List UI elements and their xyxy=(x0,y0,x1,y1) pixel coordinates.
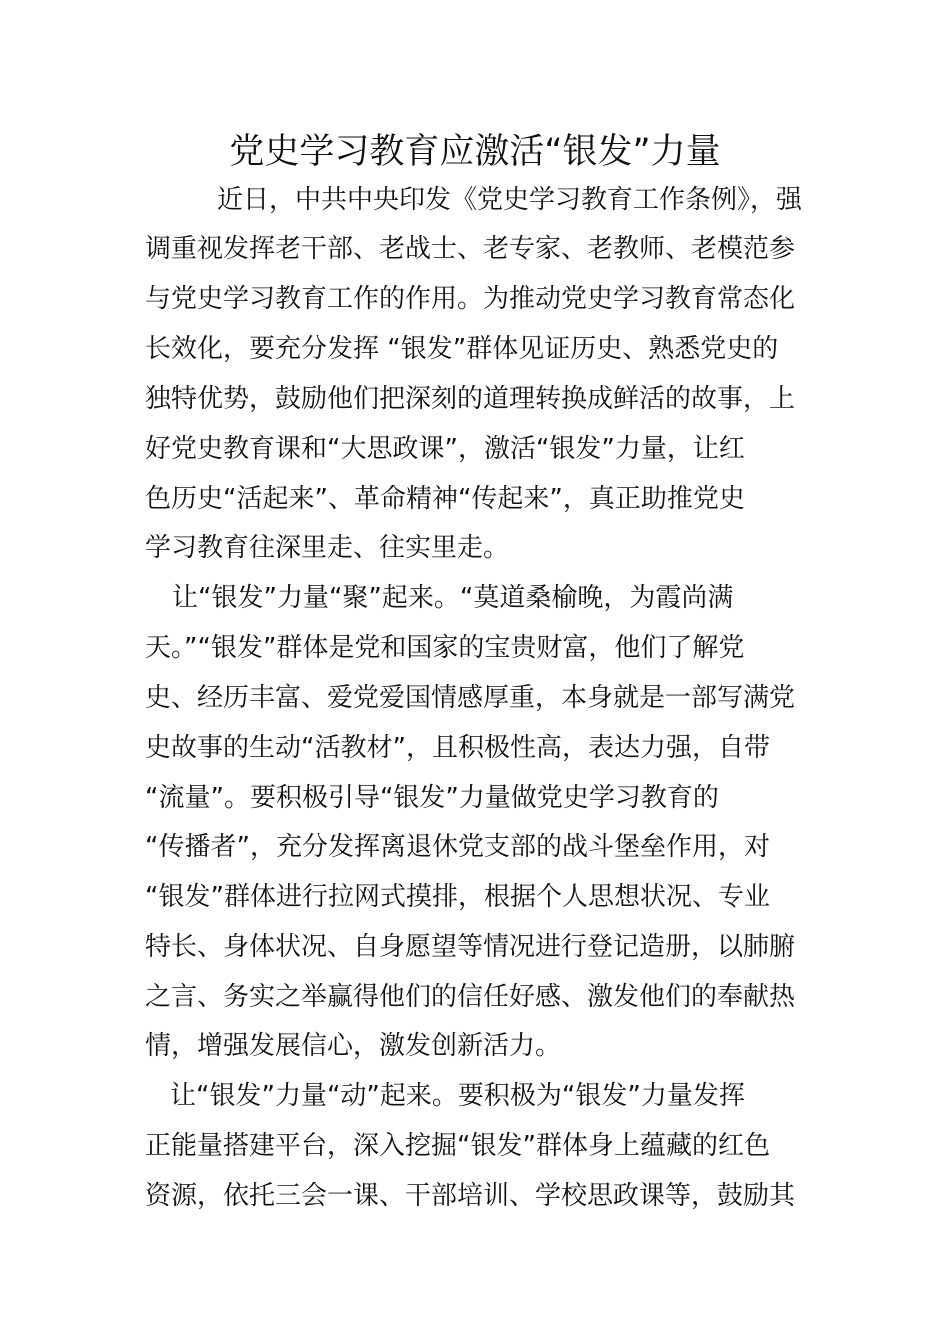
paragraph-line: 之言、务实之举赢得他们的信任好感、激发他们的奉献热 xyxy=(145,982,796,1012)
paragraph-line: 色历史“活起来”、革命精神“传起来”，真正助推党史 xyxy=(145,484,745,514)
paragraph-line: 调重视发挥老干部、老战士、老专家、老教师、老模范参 xyxy=(145,234,796,264)
paragraph-line: 长效化，要充分发挥 “银发”群体见证历史、熟悉党史的 xyxy=(145,334,779,364)
paragraph-line: “流量”。要积极引导“银发”力量做党史学习教育的 xyxy=(145,783,719,813)
paragraph-line: 与党史学习教育工作的作用。为推动党史学习教育常态化 xyxy=(145,284,796,314)
paragraph-line: 史、经历丰富、爱党爱国情感厚重，本身就是一部写满党 xyxy=(145,683,796,713)
paragraph-line: 好党史教育课和“大思政课”，激活“银发”力量，让红 xyxy=(145,434,745,464)
paragraph-line: 让“银发”力量“聚”起来。“莫道桑榆晚，为霞尚满 xyxy=(172,583,734,613)
paragraph-line: 资源，依托三会一课、干部培训、学校思政课等，鼓励其 xyxy=(145,1181,796,1211)
paragraph-line: “银发”群体进行拉网式摸排，根据个人思想状况、专业 xyxy=(145,882,770,912)
paragraph-line: 独特优势，鼓励他们把深刻的道理转换成鲜活的故事，上 xyxy=(145,384,796,414)
paragraph-line: 学习教育往深里走、往实里走。 xyxy=(145,533,510,563)
document-title: 党史学习教育应激活“银发”力量 xyxy=(229,132,721,172)
paragraph-line: 天。”“银发”群体是党和国家的宝贵财富，他们了解党 xyxy=(145,633,745,663)
paragraph-line: 情，增强发展信心，激发创新活力。 xyxy=(145,1031,562,1061)
paragraph-line: 史故事的生动“活教材”，且积极性高，表达力强，自带 xyxy=(145,733,770,763)
paragraph-line: 近日，中共中央印发《党史学习教育工作条例》，强 xyxy=(217,185,803,215)
paragraph-line: 正能量搭建平台，深入挖掘“银发”群体身上蕴藏的红色 xyxy=(145,1131,770,1161)
paragraph-line: “传播者”，充分发挥离退休党支部的战斗堡垒作用，对 xyxy=(145,832,770,862)
paragraph-line: 让“银发”力量“动”起来。要积极为“银发”力量发挥 xyxy=(170,1081,745,1111)
paragraph-line: 特长、身体状况、自身愿望等情况进行登记造册，以肺腑 xyxy=(145,932,796,962)
